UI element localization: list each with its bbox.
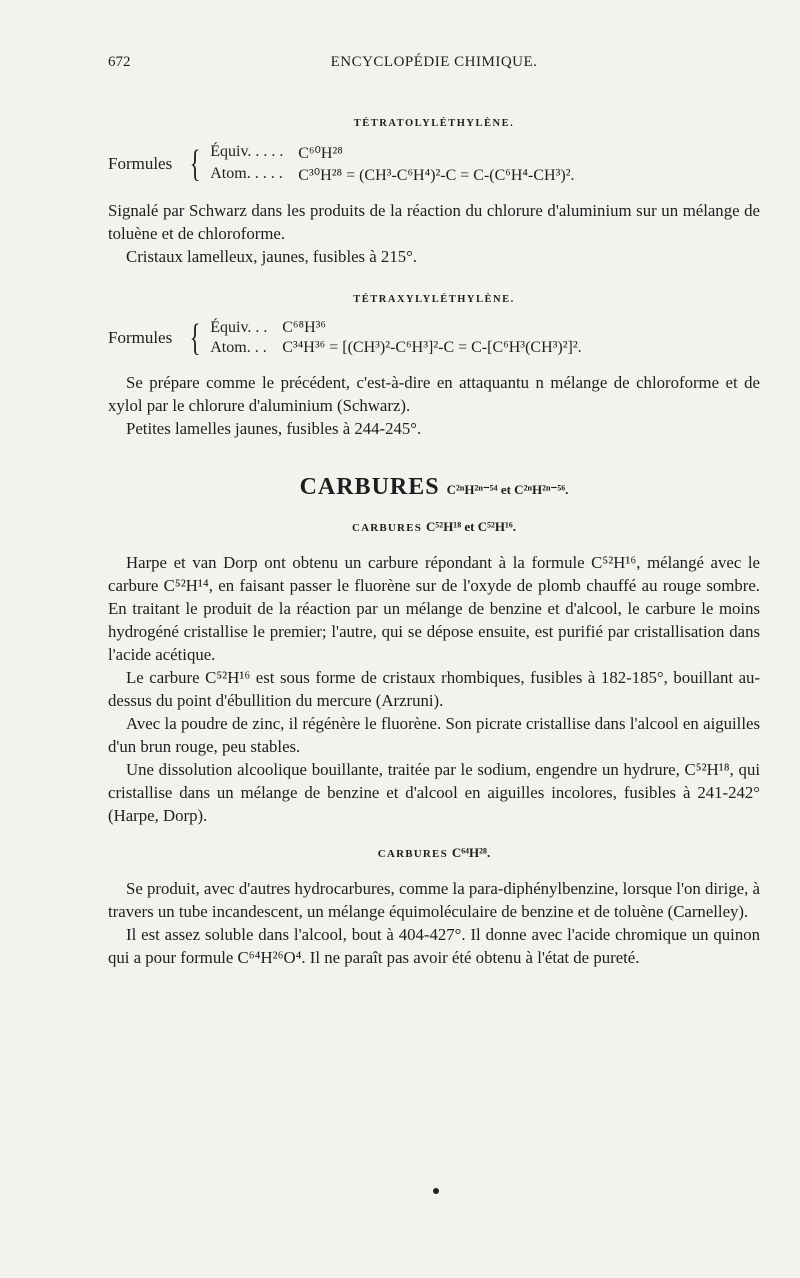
main-heading-carbures: [108, 474, 760, 501]
subsection-title-carbures-52: [108, 519, 760, 535]
paragraph: Se produit, avec d'autres hydrocarbures, comme la para-diphénylbenzine, lorsque l'on dirige, à travers un tube incandescent, un mélange équimoléculaire de benzine et de toluène (Carnelley).: [108, 879, 760, 921]
formula-row: [210, 165, 574, 185]
subsection-title-text: CARBURES: [351, 522, 423, 534]
formula-value: C³⁴H³⁶ = [(CH³)²-C⁶H³]²-C = C-[C⁶H³(CH³)²]².: [282, 339, 582, 356]
paragraph: Signalé par Schwarz dans les produits de la réaction du chlorure d'aluminium sur un mélange de toluène et de chloroforme.: [108, 201, 760, 243]
paragraph: Le carbure C⁵²H¹⁶ est sous forme de cristaux rhombiques, fusibles à 182-185°, bouillant au-dessus du point d'ébullition du mercure (Arzruni).: [108, 668, 760, 710]
formula-value: C³⁰H²⁸ = (CH³-C⁶H⁴)²-C = C-(C⁶H⁴-CH³)².: [298, 167, 575, 184]
running-title: ENCYCLOPÉDIE CHIMIQUE.: [330, 54, 538, 70]
page-content: [108, 118, 760, 969]
formula-value: C⁶⁸H³⁶: [282, 319, 327, 336]
formula-value: C⁶⁰H²⁸: [298, 145, 343, 162]
brace-icon: {: [189, 143, 201, 185]
subsection-title-formula: C⁶⁴H²⁸.: [451, 845, 491, 860]
formula-row: [210, 319, 581, 337]
ink-dot: [433, 1188, 439, 1194]
subsection-title-text: CARBURES: [377, 848, 448, 860]
paragraph: Une dissolution alcoolique bouillante, traitée par le sodium, engendre un hydrure, C⁵²H¹⁸, qui cristallise dans un mélange de benzine et d'alcool en aiguilles incolores, fusibles à 241-242° (Harpe, Dorp).: [108, 760, 760, 825]
section-title-tetratolylethylene: TÉTRATOLYLÉTHYLÈNE.: [353, 118, 515, 129]
page-header: [108, 54, 760, 74]
formula-row: [210, 339, 581, 357]
main-heading-formula: C²ⁿH²ⁿ⁻⁵⁴ et C²ⁿH²ⁿ⁻⁵⁶.: [446, 482, 569, 497]
main-heading-text: CARBURES: [299, 474, 440, 500]
formula-row: [210, 143, 574, 163]
formula-key: Atom. . . . .: [210, 165, 283, 182]
formula-rows: [210, 319, 581, 357]
brace-icon: {: [189, 317, 201, 359]
paragraph: Cristaux lamelleux, jaunes, fusibles à 215°.: [126, 247, 418, 266]
section-title-tetraxylylethylene: TÉTRAXYLYLÉTHYLÈNE.: [353, 294, 515, 305]
formula-key: Équiv. . .: [210, 319, 268, 336]
paragraph: Avec la poudre de zinc, il régénère le fluorène. Son picrate cristallise dans l'alcool en aiguilles d'un brun rouge, peu stables.: [108, 714, 760, 756]
formula-label: Formules: [108, 154, 173, 173]
formula-key: Atom. . .: [210, 339, 267, 356]
subsection-title-carbures-64: [108, 845, 760, 861]
subsection-title-formula: C⁵²H¹⁸ et C⁵²H¹⁶.: [426, 519, 517, 534]
formula-label: Formules: [108, 328, 173, 347]
page-number: 672: [108, 54, 131, 70]
formula-key: Équiv. . . . .: [210, 143, 284, 160]
formula-rows: [210, 143, 574, 185]
paragraph: Petites lamelles jaunes, fusibles à 244-245°.: [126, 419, 422, 438]
formula-block-tetraxylyl: [108, 319, 760, 357]
formula-block-tetratolyl: [108, 143, 760, 185]
paragraph: Il est assez soluble dans l'alcool, bout à 404-427°. Il donne avec l'acide chromique un quinon qui a pour formule C⁶⁴H²⁶O⁴. Il ne paraît pas avoir été obtenu à l'état de pureté.: [108, 925, 760, 967]
paragraph: Harpe et van Dorp ont obtenu un carbure répondant à la formule C⁵²H¹⁶, mélangé avec le carbure C⁵²H¹⁴, en faisant passer le fluorène sur de l'oxyde de plomb chauffé au rouge sombre. En traitant le produit de la réaction par un mélange de benzine et d'alcool, le carbure le moins hydrogéné cristallise le premier; l'autre, qui se dépose ensuite, est purifié par cristallisation dans l'acide acétique.: [108, 553, 760, 664]
paragraph: Se prépare comme le précédent, c'est-à-dire en attaquantu n mélange de chloroforme et de xylol par le chlorure d'aluminium (Schwarz).: [108, 373, 760, 415]
